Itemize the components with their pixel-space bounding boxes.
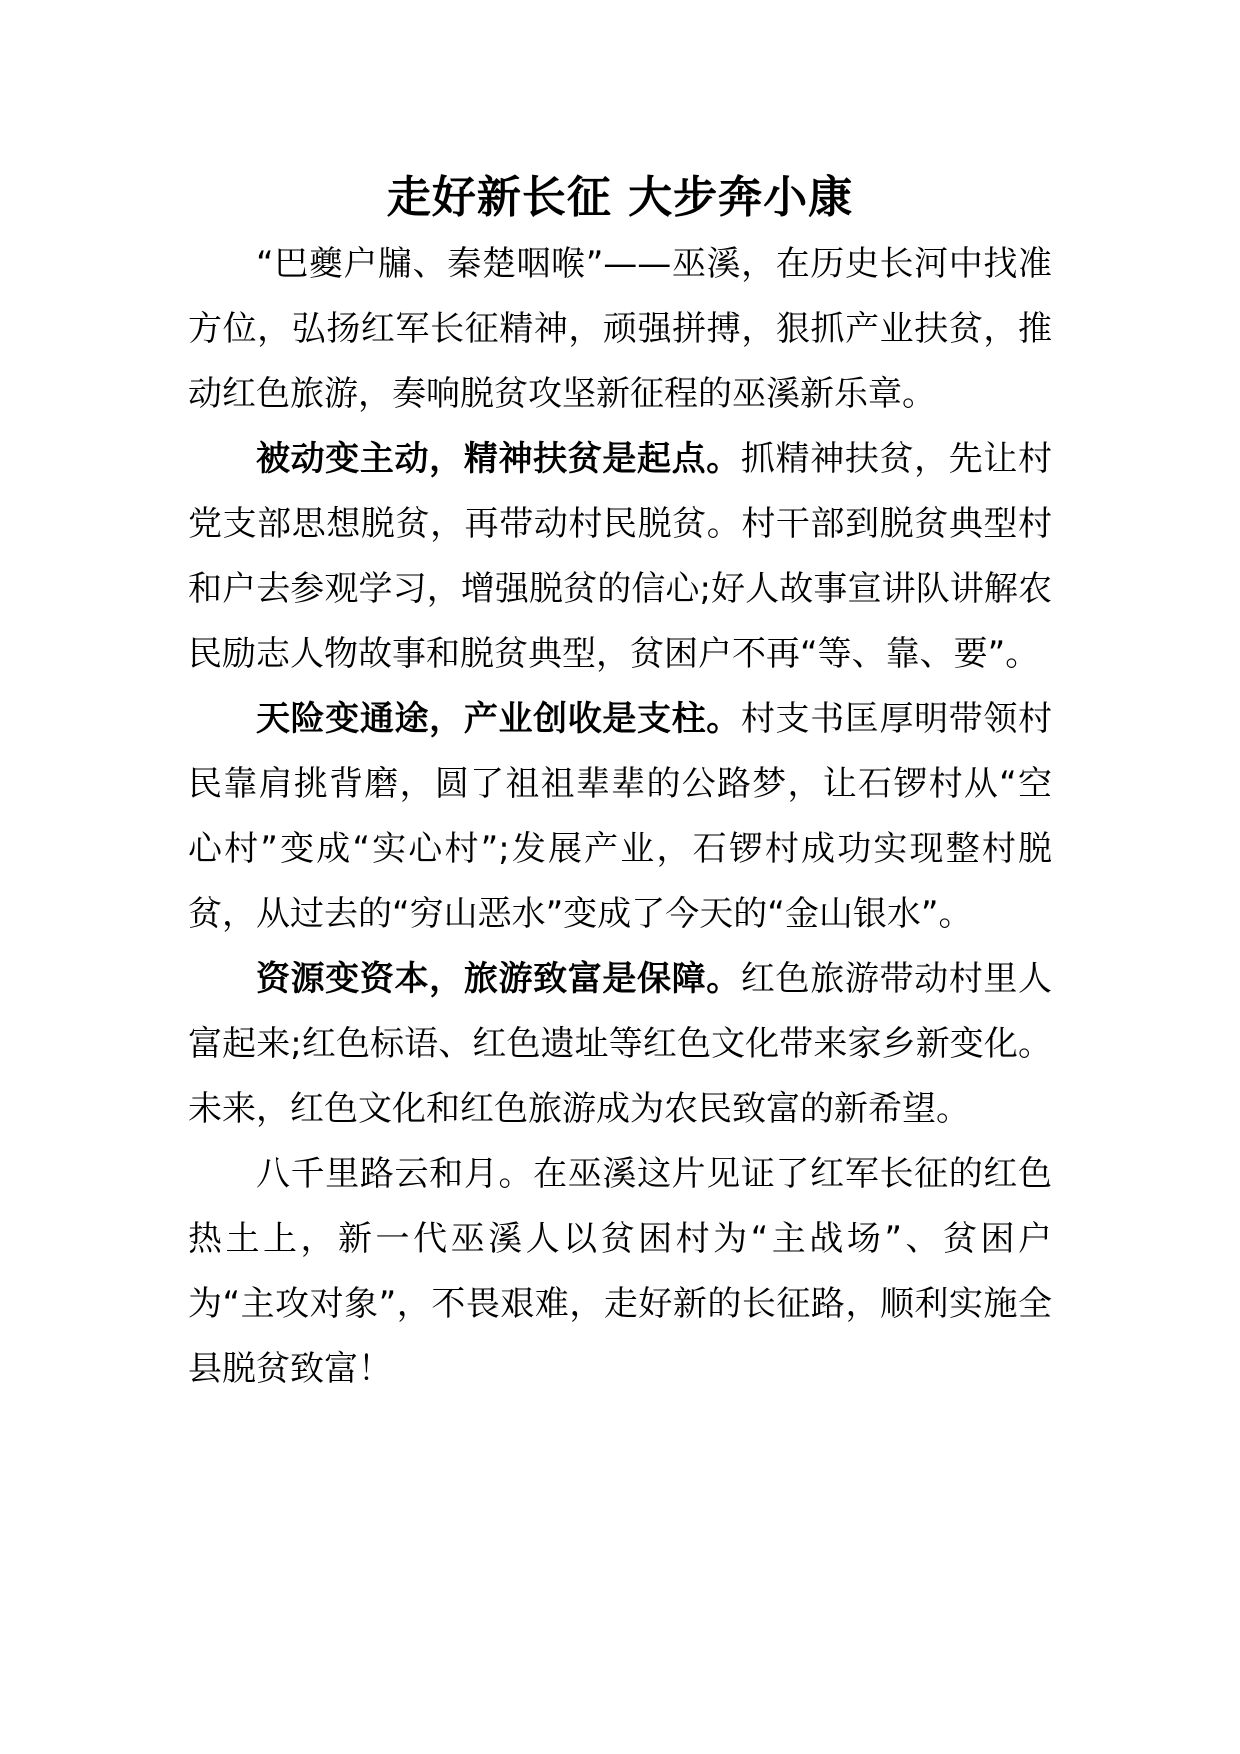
paragraph-lead: 天险变通途，产业创收是支柱。 bbox=[256, 699, 741, 739]
paragraph-text: “巴夔户牖、秦楚咽喉”——巫溪，在历史长河中找准方位，弘扬红军长征精神，顽强拼搏，狠抓产业扶贫，推动红色旅游，奏响脱贫攻坚新征程的巫溪新乐章。 bbox=[188, 244, 1052, 414]
paragraph-text: 红色旅游带动村里人富起来;红色标语、红色遗址等红色文化带来家乡新变化。未来，红色文化和红色旅游成为农民致富的新希望。 bbox=[188, 959, 1053, 1129]
document-title: 走好新长征 大步奔小康 bbox=[386, 172, 854, 223]
paragraph-text: 村支书匡厚明带领村民靠肩挑背磨，圆了祖祖辈辈的公路梦，让石锣村从“空心村”变成“实心村”;发展产业，石锣村成功实现整村脱贫，从过去的“穷山恶水”变成了今天的“金山银水”。 bbox=[188, 699, 1053, 934]
paragraph-conclusion bbox=[188, 1142, 1052, 1402]
paragraph-text: 抓精神扶贫，先让村党支部思想脱贫，再带动村民脱贫。村干部到脱贫典型村和户去参观学习，增强脱贫的信心;好人故事宣讲队讲解农民励志人物故事和脱贫典型，贫困户不再“等、靠、要”。 bbox=[188, 439, 1053, 674]
paragraph-spiritual-poverty bbox=[188, 427, 1052, 687]
document-body bbox=[188, 232, 1052, 1402]
paragraph-intro bbox=[188, 232, 1052, 427]
paragraph-industry bbox=[188, 687, 1052, 947]
paragraph-text: 八千里路云和月。在巫溪这片见证了红军长征的红色热土上，新一代巫溪人以贫困村为“主战场”、贫困户为“主攻对象”，不畏艰难，走好新的长征路，顺利实施全县脱贫致富！ bbox=[188, 1154, 1052, 1389]
paragraph-lead: 被动变主动，精神扶贫是起点。 bbox=[256, 439, 741, 479]
paragraph-tourism bbox=[188, 947, 1052, 1142]
paragraph-lead: 资源变资本，旅游致富是保障。 bbox=[256, 959, 741, 999]
